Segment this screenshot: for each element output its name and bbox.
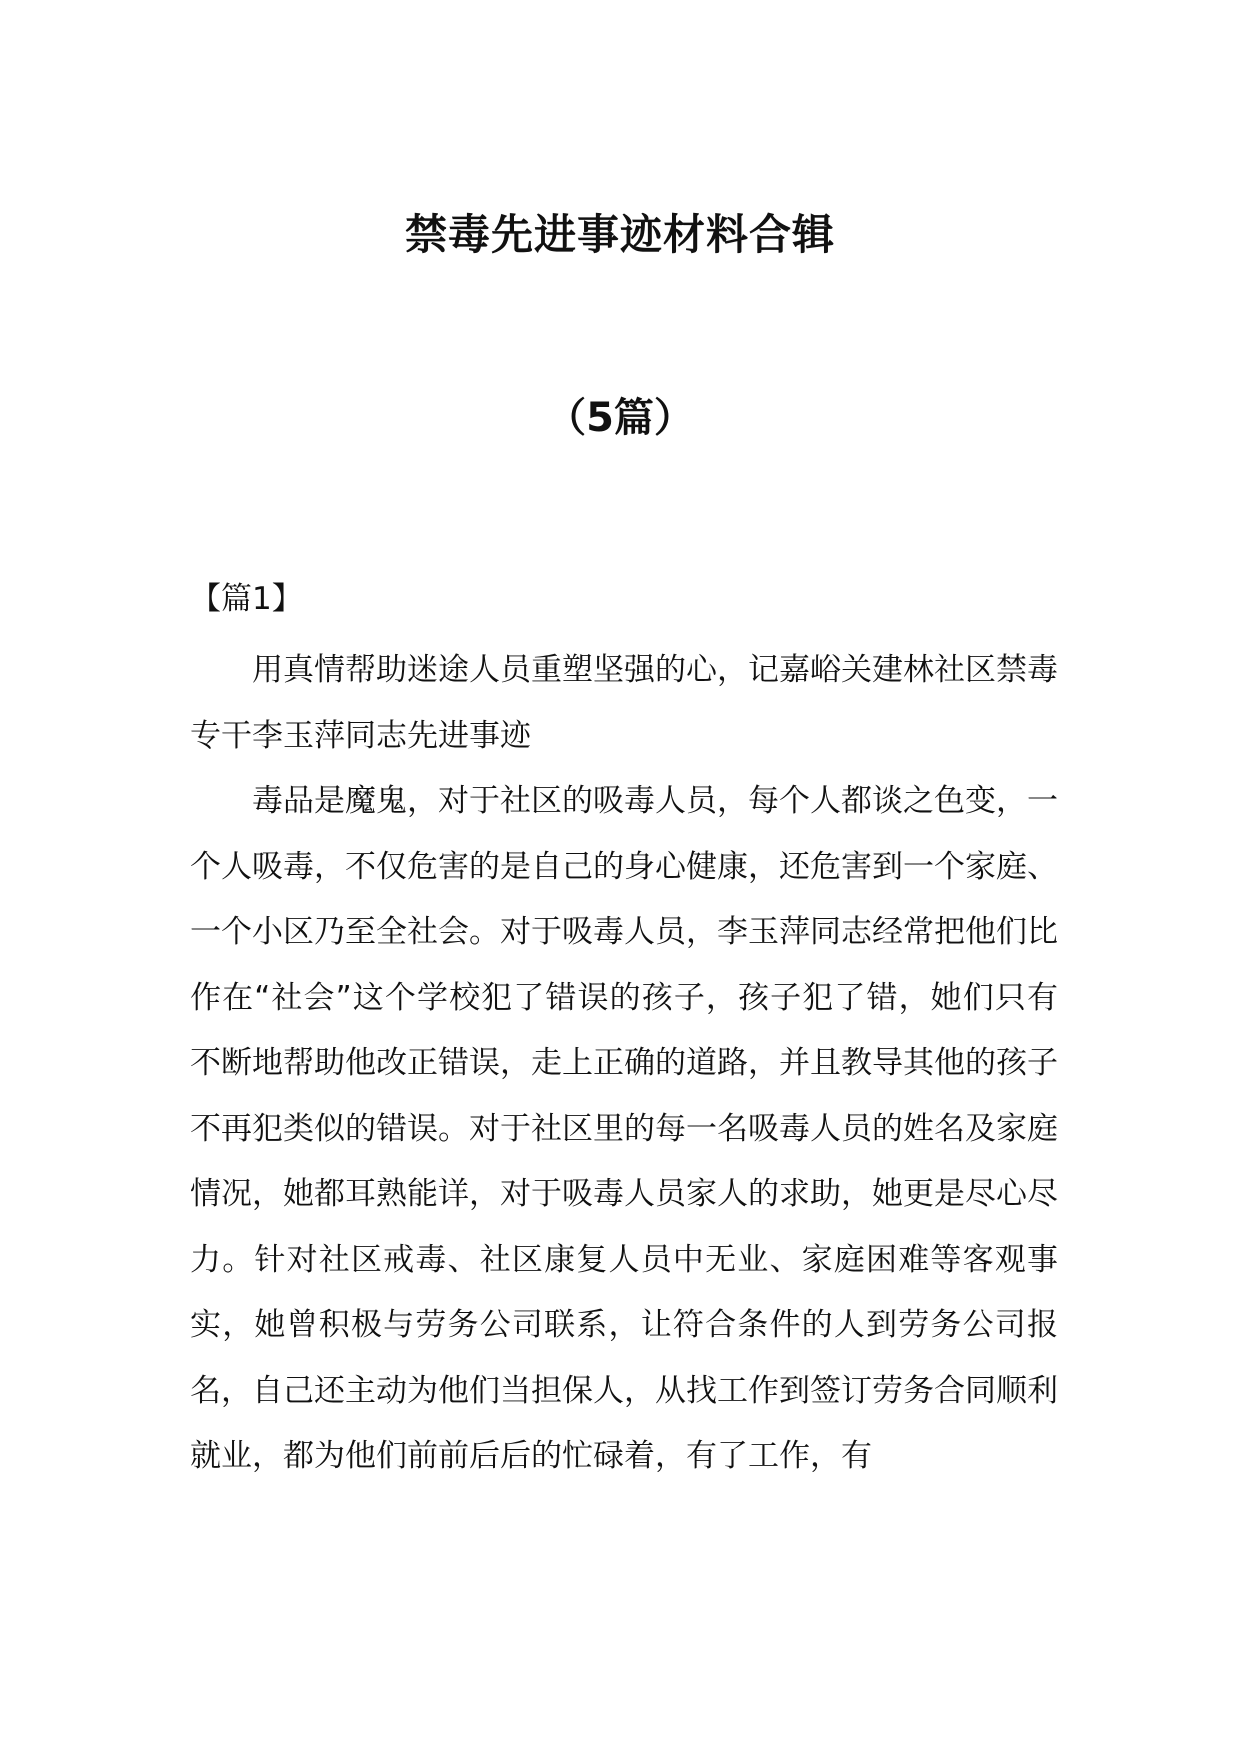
section-label: 【篇1】 — [190, 581, 303, 617]
document-subtitle: （5篇） — [546, 395, 694, 441]
body-text — [190, 638, 1058, 1490]
paragraph-body: 毒品是魔鬼，对于社区的吸毒人员，每个人都谈之色变，一个人吸毒，不仅危害的是自己的身心健康，还危害到一个家庭、一个小区乃至全社会。对于吸毒人员，李玉萍同志经常把他们比作在“社会”这个学校犯了错误的孩子，孩子犯了错，她们只有不断地帮助他改正错误，走上正确的道路，并且教导其他的孩子不再犯类似的错误。对于社区里的每一名吸毒人员的姓名及家庭情况，她都耳熟能详，对于吸毒人员家人的求助，她更是尽心尽力。针对社区戒毒、社区康复人员中无业、家庭困难等客观事实，她曾积极与劳务公司联系，让符合条件的人到劳务公司报名，自己还主动为他们当担保人，从找工作到签订劳务合同顺利就业，都为他们前前后后的忙碌着，有了工作，有 — [190, 783, 1058, 1474]
document-title: 禁毒先进事迹材料合辑 — [404, 210, 835, 259]
paragraph-heading: 用真情帮助迷途人员重塑坚强的心，记嘉峪关建林社区禁毒专干李玉萍同志先进事迹 — [190, 652, 1058, 754]
